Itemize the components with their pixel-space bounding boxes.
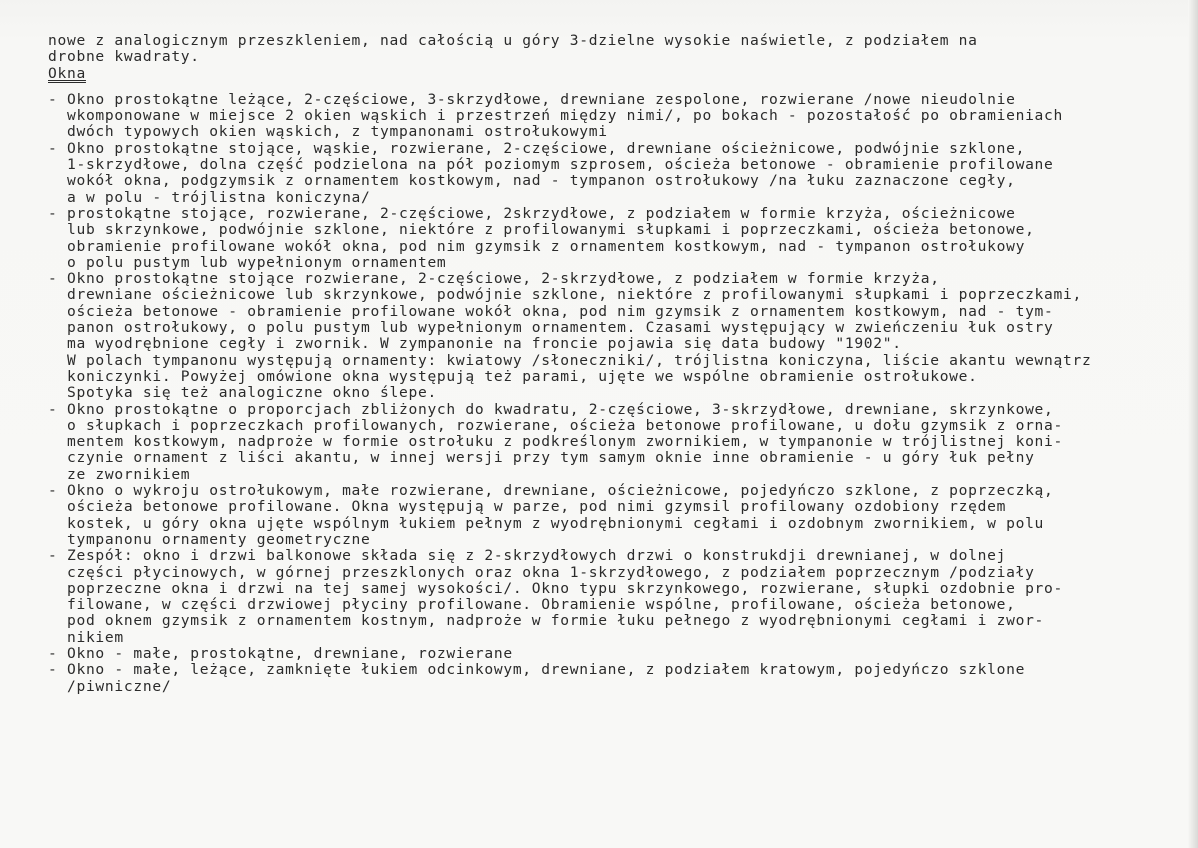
list-item xyxy=(48,483,1198,548)
list-item xyxy=(48,402,1198,483)
item-line: poprzeczne okna i drzwi na tej samej wysokości/. Okno typu skrzynkowego, rozwierane, słupki ozdobnie pro- xyxy=(48,579,1064,597)
list-item xyxy=(48,92,1198,141)
item-line: nikiem xyxy=(48,628,124,646)
list-item xyxy=(48,271,1198,401)
item-line: W polach tympanonu występują ornamenty: kwiatowy /słoneczniki/, trójlistna koniczyna, liście akantu wewnątrz xyxy=(48,351,1092,369)
intro-line: drobne kwadraty. xyxy=(48,48,200,66)
item-line: tympanonu ornamenty geometryczne xyxy=(48,530,371,548)
list-item xyxy=(48,141,1198,206)
item-line: - Okno prostokątne o proporcjach zbliżonych do kwadratu, 2-częściowe, 3-skrzydłowe, drewniane, skrzynkowe, xyxy=(48,400,1054,418)
item-line: - Okno - małe, prostokątne, drewniane, rozwierane xyxy=(48,644,513,662)
item-line: czynie ornament z liści akantu, w innej wersji przy tym samym oknie inne obramienie - u góry łuk pełny xyxy=(48,449,1035,467)
item-line: koniczynki. Powyżej omówione okna występują też parami, ujęte we wspólne obramienie ostrołukowe. xyxy=(48,367,978,385)
item-line: mentem kostkowym, nadproże w formie ostrołuku z podkreślonym zwornikiem, w tympanonie w trójlistnej koni- xyxy=(48,433,1064,451)
item-line: panon ostrołukowy, o polu pustym lub wypełnionym ornamentem. Czasami występujący w zwieńczeniu łuk ostry xyxy=(48,319,1054,337)
item-line: wokół okna, podgzymsik z ornamentem kostkowym, nad - tympanon ostrołukowy /na łuku zaznaczone cegły, xyxy=(48,172,1016,190)
item-line: ze zwornikiem xyxy=(48,465,191,483)
list-item xyxy=(48,206,1198,271)
item-line: a w polu - trójlistna koniczyna/ xyxy=(48,188,371,206)
list-item xyxy=(48,646,1198,662)
item-line: dwóch typowych okien wąskich, z tympanonami ostrołukowymi xyxy=(48,123,608,141)
item-line: drewniane ościeżnicowe lub skrzynkowe, podwójnie szklone, niektóre z profilowanymi słupkami i poprzeczkami, xyxy=(48,286,1082,304)
item-line: - Okno prostokątne stojące rozwierane, 2-częściowe, 2-skrzydłowe, z podziałem w formie krzyża, xyxy=(48,270,940,288)
item-line: wkomponowane w miejsce 2 okien wąskich i przestrzeń między nimi/, po bokach - pozostałość po obramieniach xyxy=(48,107,1064,125)
item-line: części płycinowych, w górnej przeszklonych oraz okna 1-skrzydłowego, z podziałem poprzecznym /podziały xyxy=(48,563,1035,581)
item-line: lub skrzynkowe, podwójnie szklone, niektóre z profilowanymi słupkami i poprzeczkami, ościeża betonowe, xyxy=(48,221,1035,239)
item-line: ościeża betonowe profilowane. Okna występują w parze, pod nimi gzymsil profilowany ozdobiony rzędem xyxy=(48,498,1007,516)
item-line: - Okno prostokątne leżące, 2-częściowe, 3-skrzydłowe, drewniane zespolone, rozwierane /nowe nieudolnie xyxy=(48,90,1016,108)
item-line: pod oknem gzymsik z ornamentem kostnym, nadproże w formie łuku pełnego z wyodrębnionymi cegłami i zwor- xyxy=(48,612,1045,630)
list-item xyxy=(48,548,1198,646)
section-heading: Okna xyxy=(48,64,86,82)
item-line: - Okno - małe, leżące, zamknięte łukiem odcinkowym, drewniane, z podziałem kratowym, pojedyńczo szklone xyxy=(48,661,1026,679)
typed-text xyxy=(48,33,1198,695)
intro-line: nowe z analogicznym przeszkleniem, nad całością u góry 3-dzielne wysokie naświetle, z podziałem na xyxy=(48,32,978,49)
item-line: - Okno prostokątne stojące, wąskie, rozwierane, 2-częściowe, drewniane ościeżnicowe, podwójnie szklone, xyxy=(48,139,1026,157)
item-line: - prostokątne stojące, rozwierane, 2-częściowe, 2skrzydłowe, z podziałem w formie krzyża, ościeżnicowe xyxy=(48,204,1016,222)
item-line: o słupkach i poprzeczkach profilowanych, rozwierane, ościeża betonowe profilowane, u dołu gzymsik z orna- xyxy=(48,416,1064,434)
item-line: - Zespół: okno i drzwi balkonowe składa się z 2-skrzydłowych drzwi o konstrukdji drewnianej, w dolnej xyxy=(48,547,1007,565)
item-line: /piwniczne/ xyxy=(48,677,172,695)
item-line: Spotyka się też analogiczne okno ślepe. xyxy=(48,384,437,402)
list-item xyxy=(48,662,1198,695)
item-line: o polu pustym lub wypełnionym ornamentem xyxy=(48,253,447,271)
item-line: 1-skrzydłowe, dolna część podzielona na pół poziomym szprosem, ościeża betonowe - obramienie profilowane xyxy=(48,156,1054,174)
item-line: - Okno o wykroju ostrołukowym, małe rozwierane, drewniane, ościeżnicowe, pojedyńczo szklone, z poprzeczką, xyxy=(48,482,1054,500)
item-line: ma wyodrębnione cegły i zwornik. W zympanonie na froncie pojawia się data budowy "1902". xyxy=(48,335,902,353)
item-line: kostek, u góry okna ujęte wspólnym łukiem pełnym z wyodrębnionymi cegłami i ozdobnym zwornikiem, w polu xyxy=(48,514,1045,532)
item-line: filowane, w części drzwiowej płyciny profilowane. Obramienie wspólne, profilowane, ościeża betonowe, xyxy=(48,596,1016,614)
item-line: obramienie profilowane wokół okna, pod nim gzymsik z ornamentem kostkowym, nad - tympanon ostrołukowy xyxy=(48,237,1026,255)
item-line: ościeża betonowe - obramienie profilowane wokół okna, pod nim gzymsik z ornamentem kostkowym, nad - tym- xyxy=(48,302,1054,320)
